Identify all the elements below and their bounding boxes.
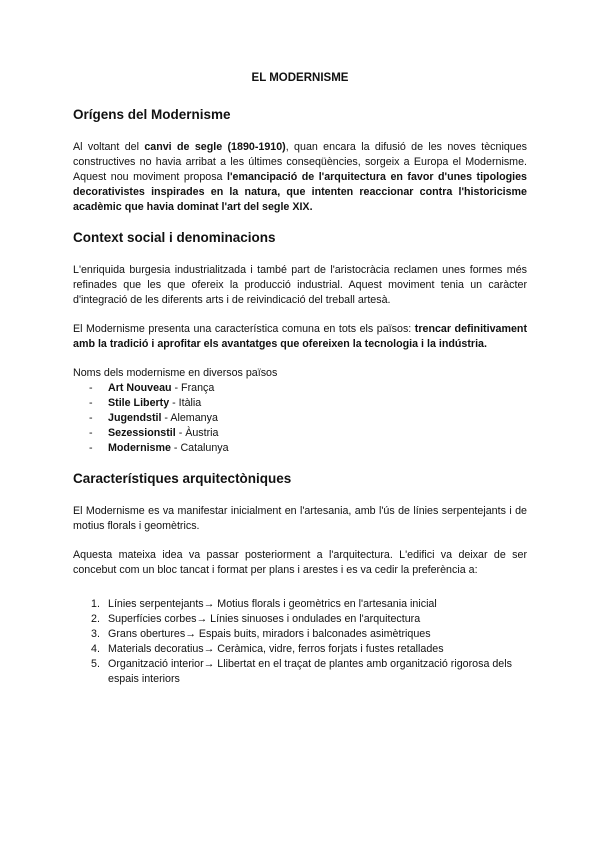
style-name: Modernisme [108,442,171,454]
item-text: Materials decoratius→ Ceràmica, vidre, ferros forjats i fustes retallades [108,643,444,655]
section-context [73,229,527,456]
list-item [89,381,527,396]
origins-bold-proposal: l'emancipació de l'arquitectura en favor d'unes tipologies decorativistes inspirades en la natura, que intenten reaccionar contra l'historicisme acadèmic que havia dominat l'art del segle XIX. [73,171,527,213]
list-item [91,657,527,687]
item-number: 2. [91,613,100,625]
features-paragraph-2: Aquesta mateixa idea va passar posteriorment a l'arquitectura. L'edifici va deixar de ser concebut com un bloc tancat i format per plans i arestes i es va cedir la preferència a: [73,549,527,576]
style-country: - Alemanya [161,412,218,424]
section-heading-origins: Orígens del Modernisme [73,107,231,122]
list-item [91,627,527,642]
section-heading-features: Característiques arquitectòniques [73,471,292,486]
features-paragraph-1: El Modernisme es va manifestar inicialment en l'artesania, amb l'ús de línies serpentejants i de motius florals i geomètrics. [73,505,527,532]
item-text: Organització interior→ Llibertat en el traçat de plantes amb organització rigorosa dels espais interiors [108,658,512,685]
names-intro: Noms dels modernisme en diversos països [73,367,278,379]
style-country: - Àustria [175,427,219,439]
list-item [89,411,527,426]
context-text-a: El Modernisme presenta una característica comuna en tots els països: [73,323,415,335]
style-name: Jugendstil [108,412,162,424]
origins-bold-dates: canvi de segle (1890-1910) [144,141,286,153]
item-text: Superfícies corbes→ Línies sinuoses i ondulades en l'arquitectura [108,613,421,625]
context-bold-feature: trencar definitivament amb la tradició i aprofitar els avantatges que ofereixen la tecnologia i la indústria. [73,323,528,350]
origins-text-a: Al voltant del [73,141,145,153]
list-item [89,426,527,441]
item-number: 3. [91,628,100,640]
list-item [89,396,527,411]
context-paragraph-2 [73,322,527,352]
style-name: Art Nouveau [108,382,172,394]
list-item [89,441,527,456]
origins-text-c: , quan encara la difusió de les noves tècniques constructives no havia arribat a les últimes conseqüències, sorgeix a Europa el Modernisme. Aquest nou moviment proposa [73,141,527,183]
item-number: 5. [91,658,100,670]
section-features [73,470,527,687]
names-list [73,381,527,456]
list-item [91,597,527,612]
list-item [91,612,527,627]
list-item [91,642,527,657]
origins-paragraph [73,140,527,215]
item-number: 4. [91,643,100,655]
section-heading-context: Context social i denominacions [73,230,276,245]
item-text: Línies serpentejants→ Motius florals i geomètrics en l'artesania inicial [108,598,437,610]
item-text: Grans obertures→ Espais buits, miradors i balconades asimètriques [108,628,431,640]
style-country: - Catalunya [170,442,229,454]
page-title: EL MODERNISME [251,72,349,84]
context-paragraph-1: L'enriquida burgesia industrialitzada i també part de l'aristocràcia reclamen unes formes més refinades que les que ofereix la producció industrial. Aquest moviment tenia un caràcter d'integració de les diferents arts i de reivindicació del treball artesà. [73,264,527,306]
section-origins [73,106,527,215]
item-number: 1. [91,598,100,610]
features-list [73,597,527,687]
style-name: Stile Liberty [108,397,170,409]
style-country: - Itàlia [169,397,202,409]
style-name: Sezessionstil [108,427,176,439]
style-country: - França [171,382,215,394]
